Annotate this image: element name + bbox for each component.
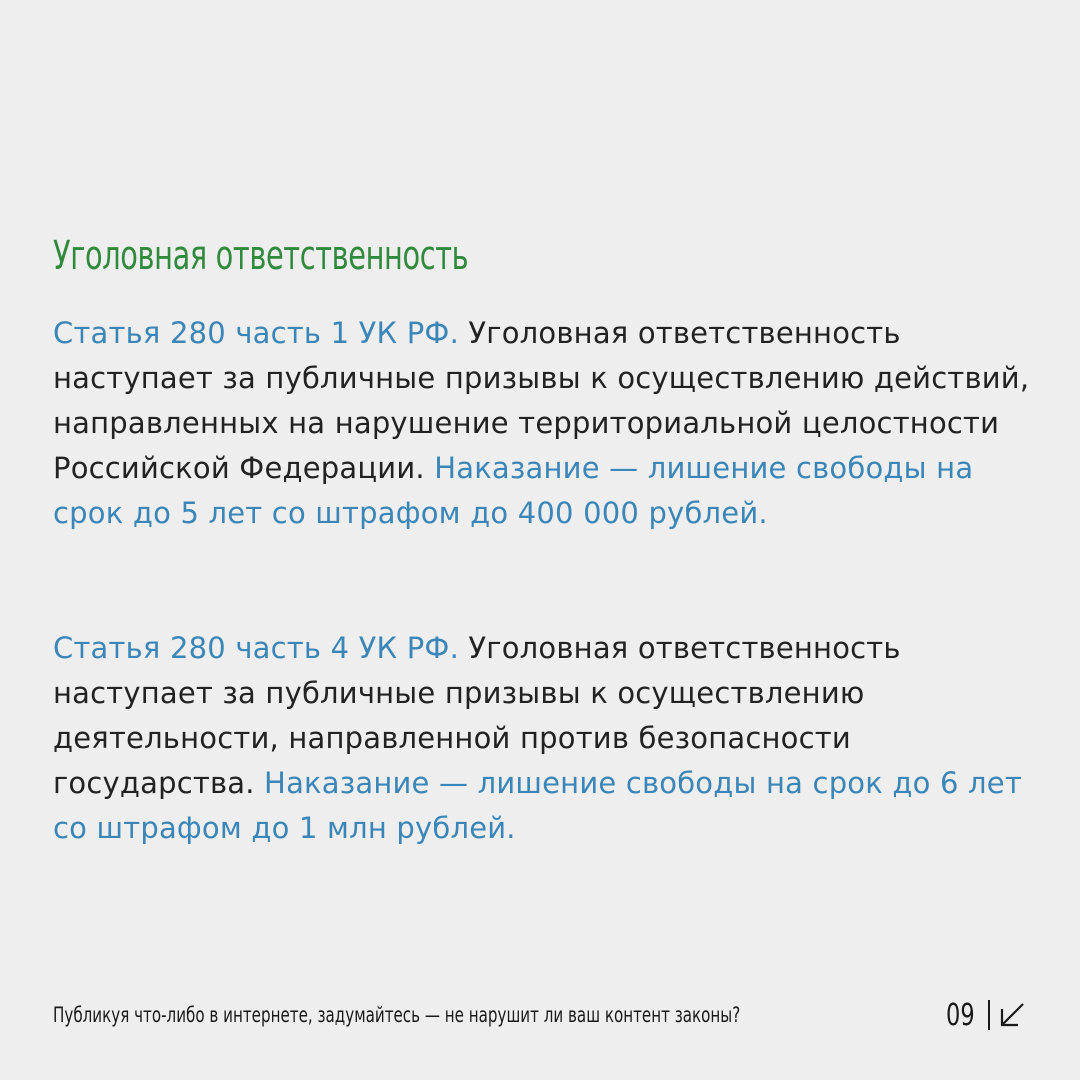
footer-caption: Публикуя что-либо в интернете, задумайтесь — не нарушит ли ваш контент законы? bbox=[53, 1003, 741, 1027]
article-paragraph-2 bbox=[53, 626, 1043, 851]
article-penalty: Наказание — лишение свободы на срок до 6 лет со штрафом до 1 млн рублей. bbox=[53, 766, 1022, 845]
footer-divider bbox=[988, 1000, 990, 1030]
article-reference: Статья 280 часть 1 УК РФ. bbox=[53, 316, 460, 350]
arrow-down-left-icon bbox=[998, 1001, 1026, 1029]
article-reference: Статья 280 часть 4 УК РФ. bbox=[53, 631, 460, 665]
page-title: Уголовная ответственность bbox=[53, 233, 469, 279]
article-penalty: Наказание — лишение свободы на срок до 5 лет со штрафом до 400 000 рублей. bbox=[53, 451, 974, 530]
page-number: 09 bbox=[946, 998, 975, 1033]
article-paragraph-1 bbox=[53, 311, 1043, 536]
article-text: Уголовная ответственность наступает за публичные призывы к осуществлению деятельности, направленной против безопасности государства. bbox=[53, 631, 901, 800]
article-text: Уголовная ответственность наступает за публичные призывы к осуществлению действий, направленных на нарушение территориальной целостности Российской Федерации. bbox=[53, 316, 1030, 485]
